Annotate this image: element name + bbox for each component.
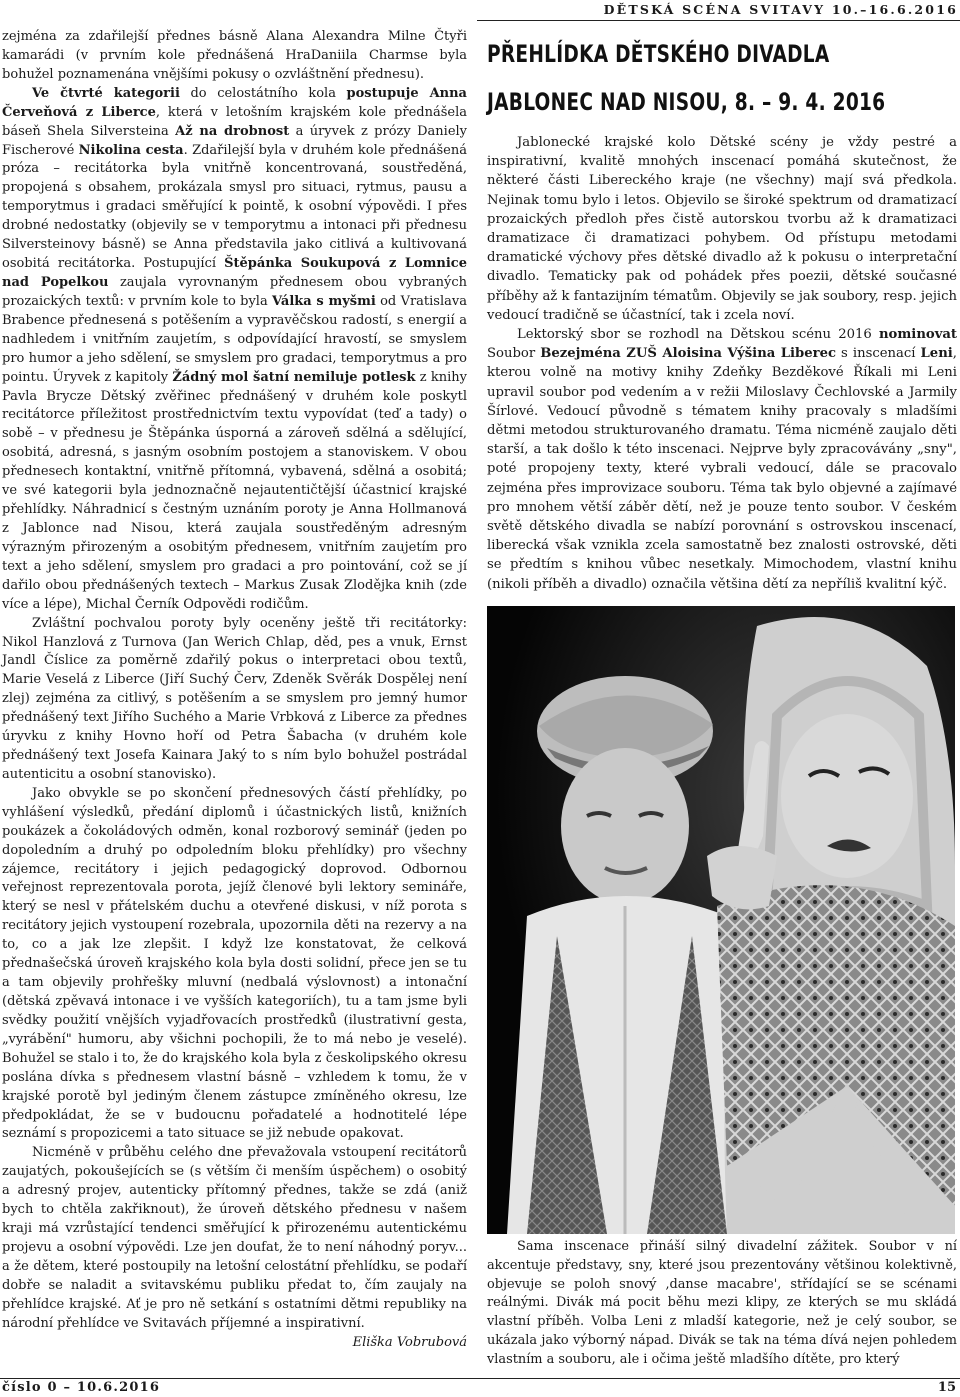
bold-span: Štěpánka Soukupová z Lomnice nad Popelkou bbox=[2, 256, 467, 290]
text-span: . Zdařilejší byla v druhém kole přednášená próza – recitátorka byla vnitřně koncentrovaná, soustředěná, propojená s obsahem, prokázala smysl pro situaci, rytmus, pausu a temporytmus i gradaci směřující k pointě, k osobní výpovědi. I přes drobné nedostatky (objevily se v temporytmu a intonaci při přednesu Silversteinovy básně) se Anna představila jako citlivá a kultivovaná osobitá recitátorka. Postupující bbox=[2, 142, 467, 272]
stage-photo bbox=[487, 606, 955, 1234]
stage-photo-illustration bbox=[487, 606, 955, 1234]
text-span: od Vratislava Brabence přednesená s potěšením a vypravěčskou radostí, s energií a nadhledem i vnitřním zaujetím, s odpovídající hravostí, se smyslem pro humor a jeho sdělení, se smyslem pro gradaci, temporytmus a pro pointu. Úryvek z kapitoly bbox=[2, 293, 467, 385]
right-column bbox=[487, 133, 957, 594]
text-span: z knihy Pavla Brycze Dětský zvěřinec přednášený v druhém kole poskytl recitátorce příležitost prostřednictvím textu vypovídat (teď a tady) o sobě – v přednesu je Štěpánka úsporná a zároveň sdělná a sdělující, osobitá, adresná, s jasným osobním postojem a stanoviskem. V obou přednesech kontaktní, vnitřně přítomná, vybavená, sdělná a osobitá; ve své kategorii byla jednoznačně nejautentičtější účastnicí krajské přehlídky. Náhradnicí s čestným uznáním poroty je Anna Hollmanová z Jablonce nad Nisou, která zaujala soustředěným adresným výrazným přirozeným a osobitým přednesem, vnitřním zaujetím pro text a jeho sdělení, smyslem pro gradaci a pro pointování, což se jí dařilo obou přednášených textech – Markus Zusak Zlodějka knih (zde více a lépe), Michal Černík Odpovědi rodičům. bbox=[2, 369, 467, 612]
bold-span: Nikolina cesta bbox=[78, 142, 184, 158]
bold-span: Leni bbox=[920, 346, 953, 362]
text-span: zaujala vyrovnaným přednesem obou vybraných prozaických textů: v prvním kole to byla bbox=[2, 274, 467, 309]
bold-span: Žádný mol šatní nemiluje potlesk bbox=[172, 369, 416, 385]
issue-label: číslo 0 – 10.6.2016 bbox=[2, 1380, 161, 1395]
photo-caption-column bbox=[487, 1238, 957, 1369]
running-head: DĚTSKÁ SCÉNA SVITAVY 10.–16.6.2016 bbox=[603, 2, 958, 17]
page-number: 15 bbox=[937, 1380, 956, 1395]
text-span: Soubor bbox=[487, 346, 541, 362]
author-signature: Eliška Vobrubová bbox=[352, 1334, 467, 1350]
footer-rule bbox=[0, 1378, 960, 1379]
left-paragraph-5: Nicméně v průběhu celého dne převažovala vstoupení recitátorů zaujatých, pokoušejících se (s větším či menším úspěchem) o osobitý a adresný projev, autenticky přítomný přednes, takže se zdá (aniž bych to chtěla zakřiknout), že úroveň dětského přednesu v našem kraji má vzrůstající tendenci směřující k přirozenému autentickému projevu a osobní výpovědi. Lze jen doufat, že to není náhodný poryv... a že dětem, které postoupily na letošní celostátní přehlídku, se podaří dobře se naladit a svitavskému publiku předat to, čím zaujaly na přehlídce krajské. Ať je pro ně setkání s ostatními dětmi republiky na národní přehlídce ve Svitavách příjemné a inspirativní. bbox=[2, 1145, 467, 1331]
text-span: s inscenací bbox=[836, 346, 921, 362]
text-span: , kterou volně na motivy knihy Zdeňky Bezděkové Říkali mi Leni upravil soubor pod vedením a v režii Miloslavy Čechlovské a Jarmily Šírlové. Vedoucí původně s tématem knihy pracovaly s mladšími dětmi metodou strukturovaného dramatu. Téma nicméně zaujalo děti starší, a tak došlo k této inscenaci. Nejprve byly zpracovávány „sny", poté propojeny texty, které vybrali vedoucí, dále se pracovalo zejména přes improvizace souboru. Téma tak bylo objevné a zajímavé pro mnohem větší záběr dětí, než je pouze tento soubor. V českém světě dětského divadla se nabízí porovnání s ostrovskou inscenací, liberecká však vznikla zcela samostatně bez znalosti ostrovské, děti se předtím s knihou vůbec nesetkaly. Mimochodem, vlastní knihu (nikoli příběh a divadlo) označila většina dětí za nepříliš kvalitní kýč. bbox=[487, 346, 957, 592]
left-paragraph-4: Jako obvykle se po skončení přednesových částí přehlídky, po vyhlášení výsledků, předání diplomů i účastnických listů, knižních poukázek a čokoládových odměn, konal rozborový seminář (jeden po dopoledním a druhý po odpoledním bloku přehlídky) pro všechny zájemce, recitátory i jejich pedagogický doprovod. Odbornou veřejnost reprezentovala porota, jejíž členové byli lektory semináře, který se nesl v přátelském duchu a otevřené diskusi, v níž porota s recitátory jejich vystoupení rozebrala, upozornila děti na rezervy a na to, co a jak lze zlepšit. I když lze konstatovat, že celková přednašečská úroveň krajského kola byla dosti solidní, přece jen se tu a tam objevily prohřešky mluvní (nedbalá výslovnost) a intonační (dětská zpěvavá intonace i ve vyšších kategoriích), tu a tam jsme byli svědky použití vnějších vyjadřovacích prostředků (ilustrativní gesta, „vyrábění" humoru, aby všichni pochopili, že to má nebo je veselé). Bohužel se stalo i to, že do krajského kola byla z českolipského okresu poslána dívka s přednesem vlastní básně – vzhledem k tomu, že v krajské porotě byl jediným členem zástupce zmíněného okresu, lze předpokládat, že se v budoucnu pořadatelé a hodnotitelé lépe seznámí s propozicemi a tato situace se již nebude opakovat. bbox=[2, 785, 467, 1142]
left-column bbox=[2, 28, 467, 1353]
text-span: a úryvek z prózy Daniely Fischerové bbox=[2, 123, 468, 158]
text-span: do celostátního kola bbox=[179, 85, 347, 101]
bold-span: nominovat bbox=[878, 327, 957, 343]
left-paragraph-1: zejména za zdařilejší přednes básně Alana Alexandra Milne Čtyři kamarádi (v prvním kole přednášená HraDaniila Charmse byla bohužel poznamenána vnějšími pokusy o ozvláštnění přednesu). bbox=[2, 29, 467, 82]
bold-span: Válka s myšmi bbox=[272, 293, 376, 309]
article-subtitle: JABLONEC NAD NISOU, 8. – 9. 4. 2016 bbox=[487, 88, 886, 116]
right-paragraph-2 bbox=[487, 325, 957, 594]
bold-span: Ve čtvrté kategorii bbox=[32, 85, 180, 101]
header-rule bbox=[477, 20, 960, 21]
bold-span: Až na drobnost bbox=[175, 123, 290, 139]
right-paragraph-1: Jablonecké krajské kolo Dětské scény je vždy pestré a inspirativní, kvalitě mnohých inscenací pomáhá skutečnost, že některé části Libereckého kraje (ne všechny) mají svá předkola. Nejinak tomu bylo i letos. Objevilo se široké spektrum od dramatizací prozaických předloh přes čistě autorskou tvorbu až k dramatizaci dramatizace či dramatizaci pohybem. Od přístupu metodami dramatické výchovy přes dětské divadlo až k pokusu o interpretační divadlo. Tematicky pak od pohádek přes poezii, dětské současné příběhy až k fantazijním tématům. Objevily se jak soubory, resp. jejich vedoucí tradičně se účastnící, tak i zcela noví. bbox=[487, 135, 957, 323]
left-paragraph-3: Zvláštní pochvalou poroty byly oceněny ještě tři recitátorky: Nikol Hanzlová z Turnova (Jan Werich Chlap, děd, pes a vnuk, Ernst Jandl Číslice za poměrně zdařilý pokus o interpretaci obou textů, Marie Veselá z Liberce (Jiří Suchý Červ, Zdeněk Svěrák Dospělej není zlej) zejména za citlivý, s potěšením a se smyslem pro jemný humor přednášený text Jiřího Suchého a Marie Vrbková z Liberce za přednes úryvku z knihy Hovno hoří od Petra Šabacha (v druhém kole přednášený text Josefa Kainara Jaký to s ním bylo bohužel postrádal autenticitu a osobní stanovisko). bbox=[2, 615, 467, 782]
text-span: Lektorský sbor se rozhodl na Dětskou scénu 2016 bbox=[517, 327, 879, 343]
text-span: , která v letošním krajském kole přednášela báseň Shela Silversteina bbox=[2, 104, 467, 139]
bold-span: Bezejména ZUŠ Aloisina Výšina Liberec bbox=[540, 346, 837, 362]
right-paragraph-caption: Sama inscenace přináší silný divadelní zážitek. Soubor v ní akcentuje představy, sny, které jsou prezentovány většinou kolektivně, objevuje se poloh snový ‚danse macabre', střídající se se scénami reálnými. Divák má pocit běhu mezi klipy, ze kterých se mu skládá vlastní příběh. Volba Leni z mladší kategorie, než je celý soubor, se ukázala jako výborný nápad. Divák se tak na téma dívá nejen pohledem vlastním a souboru, ale i očima ještě mladšího dítěte, pro který bbox=[487, 1239, 957, 1367]
left-paragraph-2 bbox=[2, 85, 467, 615]
bold-span: postupuje Anna Červeňová z Liberce bbox=[2, 85, 467, 120]
article-title: PŘEHLÍDKA DĚTSKÉHO DIVADLA bbox=[487, 40, 830, 68]
